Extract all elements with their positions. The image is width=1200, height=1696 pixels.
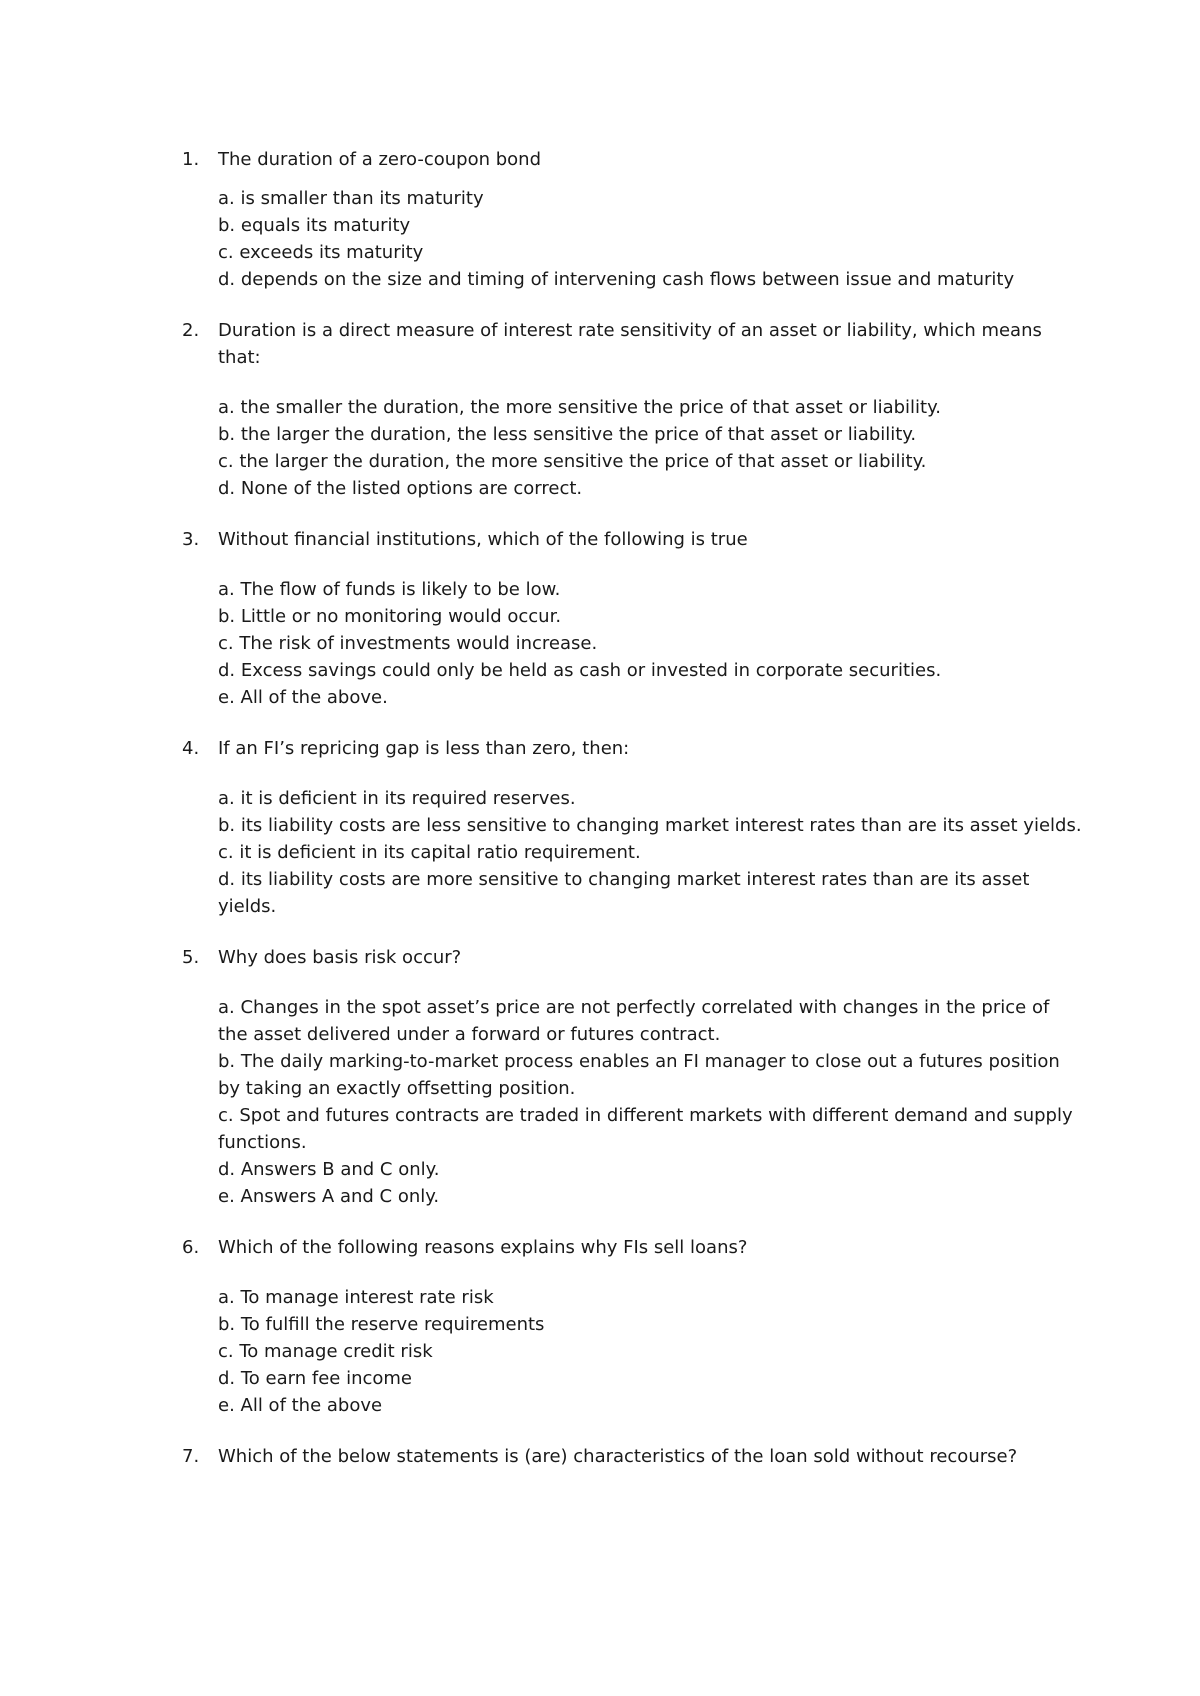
question-text: The duration of a zero-coupon bond <box>218 149 542 170</box>
option-item: b. The daily marking-to-market process enables an FI manager to close out a futures position by taking an exactly offsetting position. <box>218 1051 1060 1099</box>
option-list <box>218 394 1082 502</box>
option-list <box>218 185 1082 293</box>
option-item: d. To earn fee income <box>218 1368 412 1389</box>
option-item: b. its liability costs are less sensitive to changing market interest rates than are its asset yields. <box>218 815 1082 836</box>
option-item: b. To fulfill the reserve requirements <box>218 1314 545 1335</box>
option-list <box>218 576 1082 711</box>
question-number: 4. <box>182 738 200 759</box>
question-text: Which of the below statements is (are) characteristics of the loan sold without recourse? <box>218 1446 1018 1467</box>
question-1 <box>182 146 1082 293</box>
option-item: c. it is deficient in its capital ratio requirement. <box>218 842 641 863</box>
option-item: d. None of the listed options are correct. <box>218 478 583 499</box>
option-item: c. To manage credit risk <box>218 1341 433 1362</box>
option-item: d. its liability costs are more sensitive to changing market interest rates than are its asset yields. <box>218 869 1030 917</box>
option-item: a. it is deficient in its required reserves. <box>218 788 576 809</box>
question-7 <box>182 1443 1082 1470</box>
question-6 <box>182 1234 1082 1419</box>
question-text: Which of the following reasons explains why FIs sell loans? <box>218 1237 748 1258</box>
option-item: a. the smaller the duration, the more sensitive the price of that asset or liability. <box>218 397 941 418</box>
question-2 <box>182 317 1082 502</box>
question-text: Without financial institutions, which of the following is true <box>218 529 748 550</box>
question-number: 7. <box>182 1446 200 1467</box>
option-item: a. The flow of funds is likely to be low. <box>218 579 561 600</box>
option-item: e. Answers A and C only. <box>218 1186 440 1207</box>
option-item: c. exceeds its maturity <box>218 242 424 263</box>
question-number: 6. <box>182 1237 200 1258</box>
question-text: Duration is a direct measure of interest rate sensitivity of an asset or liability, which means that: <box>218 320 1042 368</box>
option-item: c. the larger the duration, the more sensitive the price of that asset or liability. <box>218 451 927 472</box>
option-list <box>218 994 1082 1210</box>
question-4 <box>182 735 1082 920</box>
question-text: If an FI’s repricing gap is less than zero, then: <box>218 738 630 759</box>
option-item: a. To manage interest rate risk <box>218 1287 494 1308</box>
question-number: 5. <box>182 947 200 968</box>
option-item: e. All of the above. <box>218 687 388 708</box>
option-list <box>218 785 1082 920</box>
option-item: d. depends on the size and timing of intervening cash flows between issue and maturity <box>218 269 1015 290</box>
option-item: d. Answers B and C only. <box>218 1159 440 1180</box>
option-item: d. Excess savings could only be held as cash or invested in corporate securities. <box>218 660 942 681</box>
question-text: Why does basis risk occur? <box>218 947 462 968</box>
option-list <box>218 1284 1082 1419</box>
question-number: 3. <box>182 529 200 550</box>
option-item: b. Little or no monitoring would occur. <box>218 606 562 627</box>
question-list <box>182 146 1082 1494</box>
question-3 <box>182 526 1082 711</box>
question-number: 2. <box>182 320 200 341</box>
question-5 <box>182 944 1082 1210</box>
option-item: b. equals its maturity <box>218 215 411 236</box>
option-item: e. All of the above <box>218 1395 383 1416</box>
option-item: c. The risk of investments would increase. <box>218 633 598 654</box>
option-item: b. the larger the duration, the less sensitive the price of that asset or liability. <box>218 424 917 445</box>
option-item: a. is smaller than its maturity <box>218 188 484 209</box>
question-number: 1. <box>182 149 200 170</box>
option-item: a. Changes in the spot asset’s price are not perfectly correlated with changes in the price of the asset delivered under a forward or futures contract. <box>218 997 1050 1045</box>
option-item: c. Spot and futures contracts are traded in different markets with different demand and supply functions. <box>218 1105 1073 1153</box>
